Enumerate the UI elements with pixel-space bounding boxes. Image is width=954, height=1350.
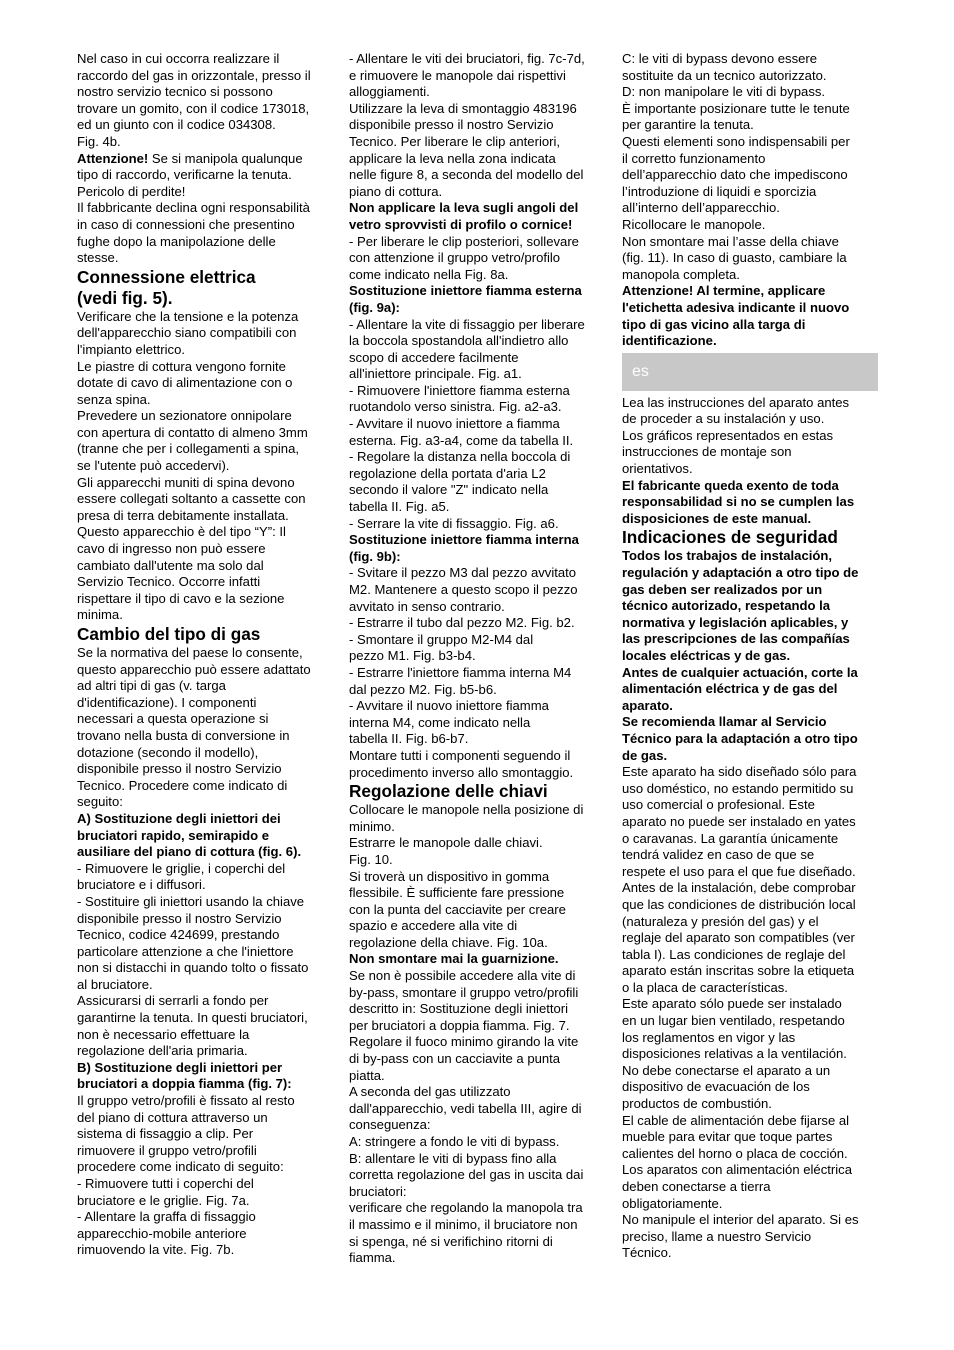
paragraph: - Allentare le viti dei bruciatori, fig. 7c-7d, e rimuovere le manopole dai rispettivi alloggiamenti. Utilizzare la leva di smontaggio 483196 disponibile presso il nostro Servizio Tecnico. Per liberare le clip anteriori, applicare la leva nella zona indicata nelle figure 8, a seconda del modello del piano di cottura. <box>349 51 585 199</box>
paragraph: - Per liberare le clip posteriori, sollevare con attenzione il gruppo vetro/profilo come indicato nella Fig. 8a. <box>349 233 579 282</box>
section-heading: Cambio del tipo di gas <box>77 624 261 644</box>
column-1 <box>77 51 329 1259</box>
section-heading: Indicaciones de seguridad <box>622 527 838 548</box>
warning-label: Attenzione! <box>77 150 149 166</box>
paragraph: C: le viti di bypass devono essere sostituite da un tecnico autorizzato. D: non manipolare le viti di bypass. È importante posizionare tutte le tenute per garantire la tenuta. Questi elementi sono indispensabili per il corretto funzionamento dell’apparecchio dato che impediscono l’introduzione di liquidi e sporcizia all’interno dell’apparecchio. Ricollocare le manopole. Non smontare mai l’asse della chiave (fig. 11). In caso di guasto, cambiare la manopola completa. <box>622 51 850 282</box>
section-heading: Connessione elettrica (vedi fig. 5). <box>77 266 256 308</box>
section-heading: Regolazione delle chiavi <box>349 781 548 802</box>
bold-paragraph: Sostituzione iniettore fiamma esterna (fig. 9a): <box>349 283 582 315</box>
paragraph: Este aparato ha sido diseñado sólo para uso doméstico, no estando permitido su uso comercial o profesional. Este aparato no puede ser instalado en yates o caravanas. La garantía únicamente tendrá validez en caso de que se respete el uso para el que fue diseñado. Antes de la instalación, debe comprobar que las condiciones de distribución local (naturaleza y presión del gas) y el reglaje del aparato son compatibles (ver tabla I). Las condiciones de reglaje del aparato están inscritas sobre la etiqueta o la placa de características. Este aparato sólo puede ser instalado en un lugar bien ventilado, respetando los reglamentos en vigor y las disposiciones relativas a la ventilación. No debe conectarse el aparato a un dispositivo de evacuación de los productos de combustión. El cable de alimentación debe fijarse al mueble para evitar que toque partes calientes del horno o placa de cocción. Los aparatos con alimentación eléctrica deben conectarse a tierra obligatoriamente. No manipule el interior del aparato. Si es preciso, llame a nuestro Servicio Técnico. <box>622 764 859 1261</box>
bold-paragraph: Sostituzione iniettore fiamma interna (fig. 9b): <box>349 532 579 564</box>
paragraph: Il fabbricante declina ogni responsabilità in caso di connessioni che presentino fughe dopo la manipolazione delle stesse. <box>77 200 310 266</box>
paragraph: Se la normativa del paese lo consente, questo apparecchio può essere adattato ad altri tipi di gas (v. targa d'identificazione). I componenti necessari a questa operazione si trovano nella busta di conversione in dotazione (secondo il modello), disponibile presso il nostro Servizio Tecnico. Procedere come indicato di seguito: <box>77 645 311 810</box>
bold-paragraph: Attenzione! Al termine, applicare l'etichetta adesiva indicante il nuovo tipo di gas vicino alla targa di identificazione. <box>622 283 850 349</box>
column-3 <box>622 51 878 1262</box>
bold-paragraph: B) Sostituzione degli iniettori per bruciatori a doppia fiamma (fig. 7): <box>77 1059 292 1092</box>
paragraph-text: Se si manipola qualunque tipo di raccordo, verificarne la tenuta. Pericolo di perdite! <box>77 150 303 199</box>
paragraph: - Rimuovere le griglie, i coperchi del bruciatore e i diffusori. - Sostituire gli iniettori usando la chiave disponibile presso il nostro Servizio Tecnico, codice 424699, prestando particolare attenzione a che l'iniettore non si distacchi in quando tolto o fissato al bruciatore. Assicurarsi di serrarli a fondo per garantirne la tenuta. In questi bruciatori, non è necessario effettuare la regolazione dell'aria primaria. <box>77 860 309 1059</box>
bold-paragraph: Todos los trabajos de instalación, regulación y adaptación a otro tipo de gas deben ser realizados por un técnico autorizado, respetando la normativa y legislación aplicables, y las prescripciones de las compañías locales eléctricas y de gas. Antes de cualquier actuación, corte la alimentación eléctrica y de gas del aparato. Se recomienda llamar al Servicio Técnico para la adaptación a otro tipo de gas. <box>622 548 859 763</box>
paragraph: - Allentare la vite di fissaggio per liberare la boccola spostandola all'indietro allo scopo di accedere facilmente all'iniettore principale. Fig. a1. - Rimuovere l'iniettore fiamma esterna ruotandolo verso sinistra. Fig. a2-a3. - Avvitare il nuovo iniettore a fiamma esterna. Fig. a3-a4, come da tabella II. - Regolare la distanza nella boccola di regolazione della portata d'aria L2 secondo il valore "Z" indicato nella tabella II. Fig. a5. - Serrare la vite di fissaggio. Fig. a6. <box>349 316 585 531</box>
paragraph: - Svitare il pezzo M3 dal pezzo avvitato M2. Mantenere a questo scopo il pezzo avvitato in senso contrario. - Estrarre il tubo dal pezzo M2. Fig. b2. - Smontare il gruppo M2-M4 dal pezzo M1. Fig. b3-b4. - Estrarre l'iniettore fiamma interna M4 dal pezzo M2. Fig. b5-b6. - Avvitare il nuovo iniettore fiamma interna M4, come indicato nella tabella II. Fig. b6-b7. Montare tutti i componenti seguendo il procedimento inverso allo smontaggio. <box>349 565 578 780</box>
bold-paragraph: Non smontare mai la guarnizione. <box>349 951 559 967</box>
paragraph: Verificare che la tensione e la potenza dell'apparecchio siano compatibili con l'impianto elettrico. Le piastre di cottura vengono fornite dotate di cavo di alimentazione con o senza spina. Prevedere un sezionatore onnipolare con apertura di contatto di almeno 3mm (tranne che per i collegamenti a spina, se l'utente può accedervi). Gli apparecchi muniti di spina devono essere collegati soltanto a cassette con presa di terra debitamente installata. Questo apparecchio è del tipo “Y”: Il cavo di ingresso non può essere cambiato dall'utente ma solo dal Servizio Tecnico. Occorre infatti rispettare il tipo di cavo e la sezione minima. <box>77 308 308 623</box>
paragraph: Collocare le manopole nella posizione di minimo. Estrarre le manopole dalle chiavi. Fig. 10. Si troverà un dispositivo in gomma flessibile. È sufficiente fare pressione con la punta del cacciavite per creare spazio e accedere alla vite di regolazione della chiave. Fig. 10a. <box>349 802 584 950</box>
paragraph: Se non è possibile accedere alla vite di by-pass, smontare il gruppo vetro/profili descritto in: Sostituzione degli iniettori per bruciatori a doppia fiamma. Fig. 7. Regolare il fuoco minimo girando la vite di by-pass con un cacciavite a punta piatta. A seconda del gas utilizzato dall'apparecchio, vedi tabella III, agire di conseguenza: A: stringere a fondo le viti di bypass. B: allentare le viti di bypass fino alla corretta regolazione del gas in uscita dai bruciatori: verificare che regolando la manopola tra il massimo e il minimo, il bruciatore non si spenga, né si verifichino ritorni di fiamma. <box>349 968 584 1266</box>
language-header: es <box>622 353 878 391</box>
paragraph: Nel caso in cui occorra realizzare il raccordo del gas in orizzontale, presso il nostro servizio tecnico si possono trovare un gomito, con il codice 173018, ed un giunto con il codice 034308. Fig. 4b. <box>77 51 311 149</box>
paragraph <box>77 151 329 201</box>
bold-paragraph: Non applicare la leva sugli angoli del vetro sprovvisti di profilo o cornice! <box>349 200 579 232</box>
paragraph: Lea las instrucciones del aparato antes de proceder a su instalación y uso. Los gráficos representados en estas instrucciones de montaje son orientativos. <box>622 394 850 477</box>
paragraph: Il gruppo vetro/profili è fissato al resto del piano di cottura attraverso un sistema di fissaggio a clip. Per rimuovere il gruppo vetro/profili procedere come indicato di seguito: - Rimuovere tutti i coperchi del bruciatore e le griglie. Fig. 7a. - Allentare la graffa di fissaggio apparecchio-mobile anteriore rimuovendo la vite. Fig. 7b. <box>77 1093 295 1258</box>
bold-paragraph: A) Sostituzione degli iniettori dei bruciatori rapido, semirapido e ausiliare del piano di cottura (fig. 6). <box>77 810 302 860</box>
column-2 <box>349 51 605 1267</box>
bold-paragraph: El fabricante queda exento de toda responsabilidad si no se cumplen las disposiciones de este manual. <box>622 477 855 526</box>
